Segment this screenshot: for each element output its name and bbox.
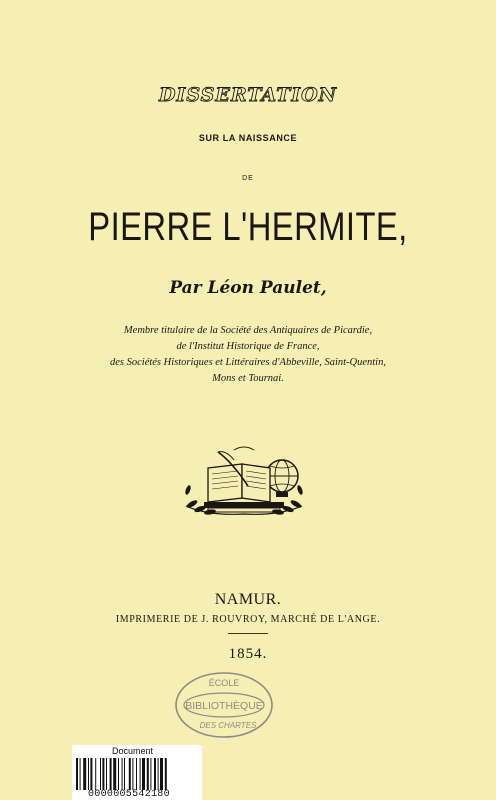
barcode-caption: Document: [112, 746, 154, 756]
barcode-bar: [88, 758, 89, 790]
barcode-bar: [158, 758, 159, 790]
barcode-bar: [140, 758, 141, 790]
imprint-year: 1854.: [228, 646, 268, 662]
main-title: PIERRE L'HERMITE,: [88, 205, 408, 249]
stamp-line-1: ÉCOLE: [208, 678, 240, 688]
divider: [228, 633, 268, 634]
barcode-bar: [100, 758, 101, 790]
barcode-bar: [122, 758, 123, 790]
author-line: Par Léon Paulet,: [169, 278, 327, 298]
barcode-bar: [76, 758, 78, 790]
imprint-printer: IMPRIMERIE DE J. ROUVROY, MARCHÉ DE L'ANGE.: [115, 614, 381, 625]
heading-dissertation: DISSERTATION: [158, 84, 338, 106]
barcode-bar: [132, 758, 133, 790]
barcode-bar: [102, 758, 104, 790]
book-globe-laurel-vignette-icon: [178, 446, 310, 522]
affiliation-line: Mons et Tournai.: [212, 373, 284, 384]
stamp-line-3: DES CHARTES: [199, 721, 257, 730]
ecole-des-chartes-stamp-icon: [172, 668, 276, 742]
barcode-bar: [110, 758, 112, 790]
barcode-bar: [83, 758, 86, 790]
barcode-label: [72, 745, 202, 800]
barcode-bar: [113, 758, 116, 790]
affiliation-line: Membre titulaire de la Société des Antiquaires de Picardie,: [123, 325, 373, 336]
barcode-bar: [118, 758, 119, 790]
barcode-bar: [95, 758, 96, 790]
barcode-bar: [80, 758, 81, 790]
de-line: DE: [242, 175, 254, 182]
barcode-bar: [165, 758, 167, 790]
barcode-bar: [106, 758, 107, 790]
barcode-icon: [76, 758, 198, 790]
stamp-line-2: BIBLIOTHÈQUE: [185, 700, 263, 712]
barcode-bar: [90, 758, 92, 790]
affiliation-line: de l'Institut Historique de France,: [176, 341, 320, 352]
barcode-bar: [136, 758, 137, 790]
barcode-number: 0000005542180: [88, 789, 170, 800]
barcode-bar: [154, 758, 156, 790]
barcode-bar: [150, 758, 151, 790]
subheading: SUR LA NAISSANCE: [198, 133, 298, 143]
barcode-bar: [160, 758, 163, 790]
affiliation-line: des Sociétés Historiques et Littéraires d'Abbeville, Saint-Quentin,: [110, 357, 386, 368]
barcode-bar: [124, 758, 125, 790]
barcode-bar: [142, 758, 145, 790]
imprint-city: NAMUR.: [214, 591, 282, 608]
barcode-bar: [129, 758, 131, 790]
barcode-bar: [147, 758, 149, 790]
